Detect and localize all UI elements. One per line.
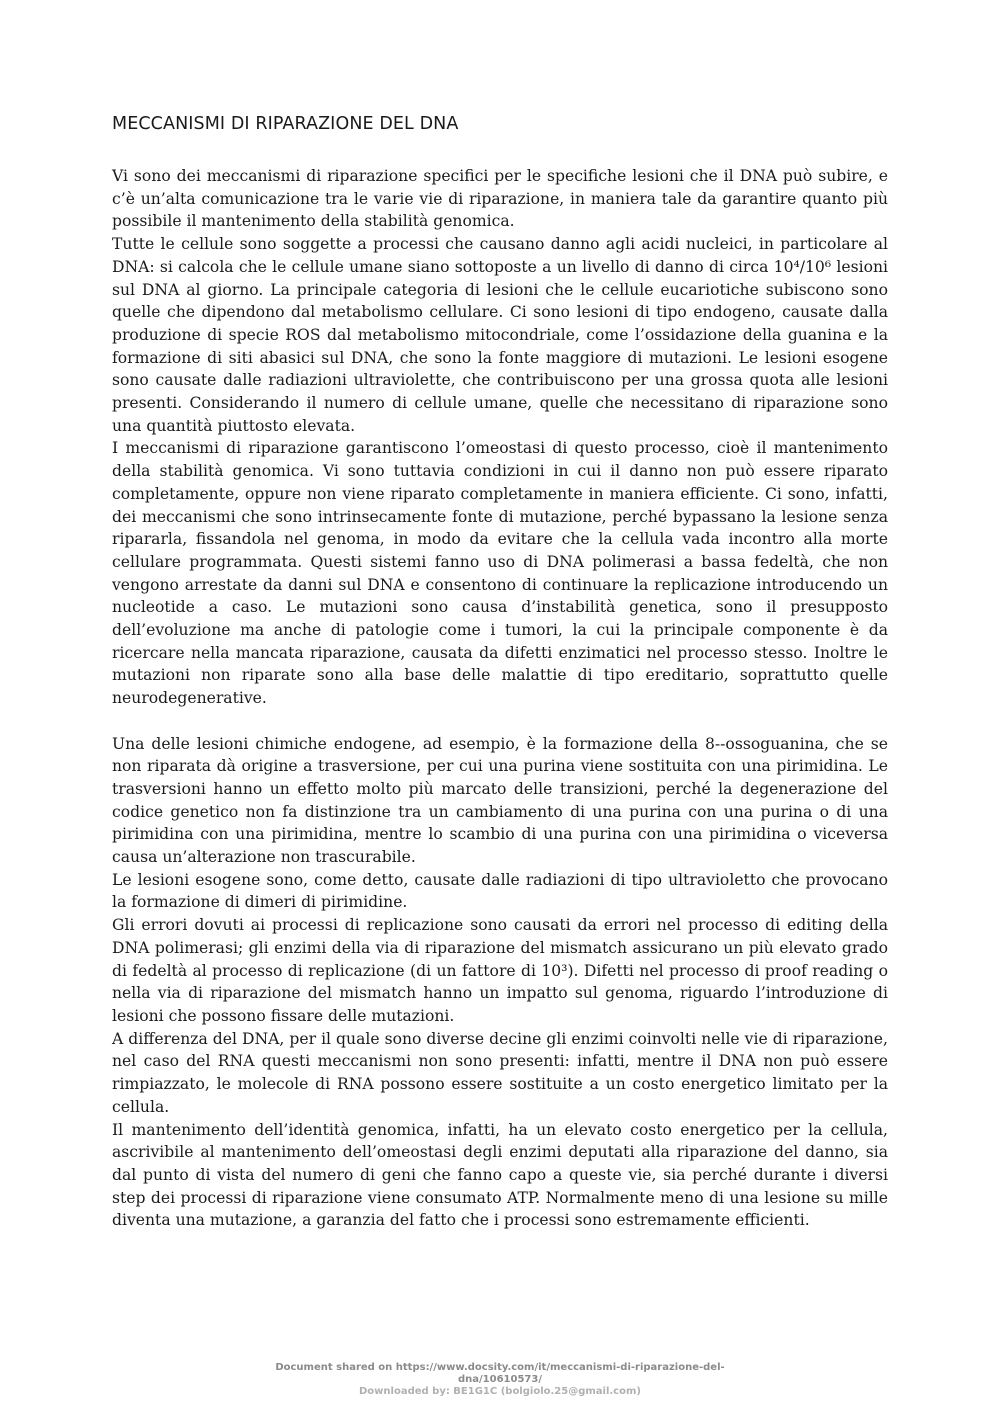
document-body xyxy=(112,165,888,1232)
paragraph-5: Le lesioni esogene sono, come detto, causate dalle radiazioni di tipo ultravioletto che provocano la formazione di dimeri di pirimidine. xyxy=(112,870,888,912)
footer-url-continuation: dna/10610573/ xyxy=(458,1374,542,1385)
docsity-footer xyxy=(0,1362,1000,1397)
paragraph-2-first-line: Tutte le cellule sono soggette a processi che causano danno agli acidi nucleici, in particolare xyxy=(112,235,868,254)
paragraph-4: Una delle lesioni chimiche endogene, ad esempio, è la formazione della 8--ossoguanina, che se non riparata dà origine a trasversione, per cui una purina viene sostituita con una pirimidina. Le trasversioni hanno un effetto molto più marcato delle transizioni, perché la degenerazione del codice genetico non fa distinzione tra un cambiamento di una purina con una purina o di una pirimidina con una pirimidina, mentre lo scambio di una purina con una pirimidina o viceversa causa un’alterazione non trascurabile. xyxy=(112,734,888,867)
paragraph-6: Gli errori dovuti ai processi di replicazione sono causati da errori nel processo di editing della DNA polimerasi; gli enzimi della via di riparazione del mismatch assicurano un più elevato grado di fedeltà al processo di replicazione (di un fattore di 10³). Difetti nel processo di proof reading o nella via di riparazione del mismatch hanno un impatto sul genoma, riguardo l’introduzione di lesioni che possono fissare delle mutazioni. xyxy=(112,916,888,1025)
paragraph-7: A differenza del DNA, per il quale sono diverse decine gli enzimi coinvolti nelle vie di riparazione, nel caso del RNA questi meccanismi non sono presenti: infatti, mentre il DNA non può essere rimpiazzato, le molecole di RNA possono essere sostituite a un costo energetico limitato per la cellula. xyxy=(112,1029,888,1116)
paragraph-3: I meccanismi di riparazione garantiscono l’omeostasi di questo processo, cioè il mantenimento della stabilità genomica. Vi sono tuttavia condizioni in cui il danno non può essere riparato completamente, oppure non viene riparato completamente in maniera efficiente. Ci sono, infatti, dei meccanismi che sono intrinsecamente fonte di mutazione, perché bypassano la lesione senza ripararla, fissandola nel genoma, in modo da evitare che la cellula vada incontro alla morte cellulare programmata. Questi sistemi fanno uso di DNA polimerasi a bassa fedeltà, che non vengono arrestate da danni sul DNA e consentono di continuare la replicazione introducendo un nucleotide a caso. Le mutazioni sono causa d’instabilità genetica, sono il presupposto dell’evoluzione ma anche di patologie come i tumori, la cui la principale componente è da ricercare nella mancata riparazione, causata da difetti enzimatici nel processo stesso. Inoltre le mutazioni non riparate sono alla base delle malattie di tipo ereditario, soprattutto quelle neurodegenerative. xyxy=(112,439,888,708)
paragraph-1: Vi sono dei meccanismi di riparazione specifici per le specifiche lesioni che il DNA può subire, e c’è un’alta comunicazione tra le varie vie di riparazione, in maniera tale da garantire quanto più possibile il mantenimento della stabilità genomica. xyxy=(112,167,888,231)
paragraph-2-rest: al DNA: si calcola che le cellule umane siano sottoposte a un livello di danno di circa 10⁴/10⁶ lesioni sul DNA al giorno. La principale categoria di lesioni che le cellule eucariotiche subiscono sono quelle che dipendono dal metabolismo cellulare. Ci sono lesioni di tipo endogeno, causate dalla produzione di specie ROS dal metabolismo mitocondriale, come l’ossidazione della guanina e la formazione di siti abasici sul DNA, che sono la fonte maggiore di mutazioni. Le lesioni esogene sono causate dalle radiazioni ultraviolette, che contribuiscono per una grossa quota alle lesioni presenti. Considerando il numero di cellule umane, quelle che necessitano di riparazione sono una quantità piuttosto elevata. xyxy=(112,235,888,435)
document-title: MECCANISMI DI RIPARAZIONE DEL DNA xyxy=(112,114,459,134)
paragraph-2 xyxy=(112,233,888,437)
footer-share-line: Document shared on https://www.docsity.com/it/meccanismi-di-riparazione-del- xyxy=(275,1362,725,1373)
paragraph-spacer xyxy=(112,710,888,733)
paragraph-8: Il mantenimento dell’identità genomica, infatti, ha un elevato costo energetico per la cellula, ascrivibile al mantenimento dell’omeostasi degli enzimi deputati alla riparazione del danno, sia dal punto di vista del numero di geni che fanno capo a queste vie, sia perché durante i diversi step dei processi di riparazione viene consumato ATP. Normalmente meno di una lesione su mille diventa una mutazione, a garanzia del fatto che i processi sono estremamente efficienti. xyxy=(112,1120,888,1230)
footer-download-line: Downloaded by: BE1G1C (bolgiolo.25@gmail.com) xyxy=(359,1386,641,1397)
